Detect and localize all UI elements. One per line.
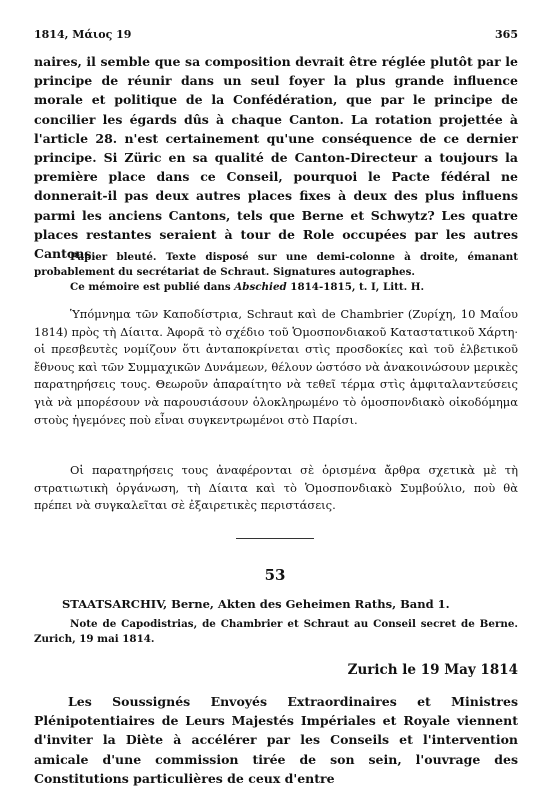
note-publication-italic: Abschied xyxy=(234,281,287,293)
editorial-note-document: Note de Capodistrias, de Chambrier et Schraut au Conseil secret de Berne. Zurich, 19 mai 1814. xyxy=(34,618,518,645)
greek-summary-paragraph-1: Ὑπόμνημα τῶν Καποδίστρια, Schraut καὶ de Chambrier (Ζυρίχη, 10 Μαΐου 1814) πρὸς τὴ Δίαιτα. Ἀφορᾶ τὸ σχέδιο τοῦ Ὁμοσπονδιακοῦ Καταστατικοῦ Χάρτη· οἱ πρεσβευτὲς νομίζουν ὅτι ἀνταποκρίνεται στὶς προσδοκίες καὶ τοῦ ἑλβετικοῦ ἔθνους καὶ τῶν Συμμαχικῶν Δυνάμεων, θέλουν ὡστόσο νὰ ἀνακοινώσουν μερικὲς παρατηρήσεις τους. Θεωροῦν ἀπαραίτητο νὰ τεθεῖ τέρμα στὶς ἀμφιταλαντεύσεις γιὰ νὰ μπορέσουν νὰ παρουσιάσουν ὁλοκληρωμένο τὸ ὁμοσπονδιακὸ οἰκοδόμημα στοὺς ἡγεμόνες ποὺ εἶναι συγκεντρωμένοι στὸ Παρίσι. xyxy=(34,307,518,427)
greek-summary-paragraph-2: Οἱ παρατηρήσεις τους ἀναφέρονται σὲ ὁρισμένα ἄρθρα σχετικὰ μὲ τὴ στρατιωτικὴ ὀργάνωση, τὴ Δίαιτα καὶ τὸ Ὁμοσπονδιακὸ Συμβούλιο, ποὺ θὰ πρέπει νὰ συγκαλεῖται σὲ ἐξαιρετικὲς περιστάσεις. xyxy=(34,463,518,513)
note-publication-before: Ce mémoire est publié dans xyxy=(70,281,235,293)
note-publication-after: 1814-1815, t. I, Litt. H. xyxy=(286,281,425,293)
header-date: 1814, Μάιος 19 xyxy=(34,28,132,41)
editorial-note-publication xyxy=(34,280,518,295)
running-header xyxy=(34,28,518,44)
document-number: 53 xyxy=(264,566,286,584)
page-number: 365 xyxy=(495,28,518,41)
paragraph-bottom: Les Soussignés Envoyés Extraordinaires et Ministres Plénipotentiaires de Leurs Majestés Impériales et Royale viennent d'inviter la Diète à accélérer par les Conseils et l'intervention amicale d'une commission tirée de son sein, l'ouvrage des Constitutions particulières de ceux d'entre xyxy=(34,694,518,786)
section-divider xyxy=(236,538,314,539)
paragraph-top: naires, il semble que sa composition devrait être réglée plutôt par le principe de réunir dans un seul foyer la plus grande influence morale et politique de la Confédération, que par le principe de concilier les égards dûs à chaque Canton. La rotation projettée à l'article 28. n'est certainement qu'une conséquence de ce dernier principe. Si Züric en sa qualité de Canton-Directeur a toujours la première place dans ce Conseil, pourquoi le Pacte fédéral ne donnerait-il pas deux autres places fixes à deux des plus influens parmi les anciens Cantons, tels que Berne et Schwytz? Les quatre places restantes seraient à tour de Role occupées par les autres Cantons. xyxy=(34,54,518,262)
editorial-note-paper: Papier bleuté. Texte disposé sur une demi-colonne à droite, émanant probablement du secrétariat de Schraut. Signatures autographes. xyxy=(34,251,518,278)
archive-source: STAATSARCHIV, Berne, Akten des Geheimen Raths, Band 1. xyxy=(62,597,450,611)
date-line: Zurich le 19 May 1814 xyxy=(347,662,518,678)
